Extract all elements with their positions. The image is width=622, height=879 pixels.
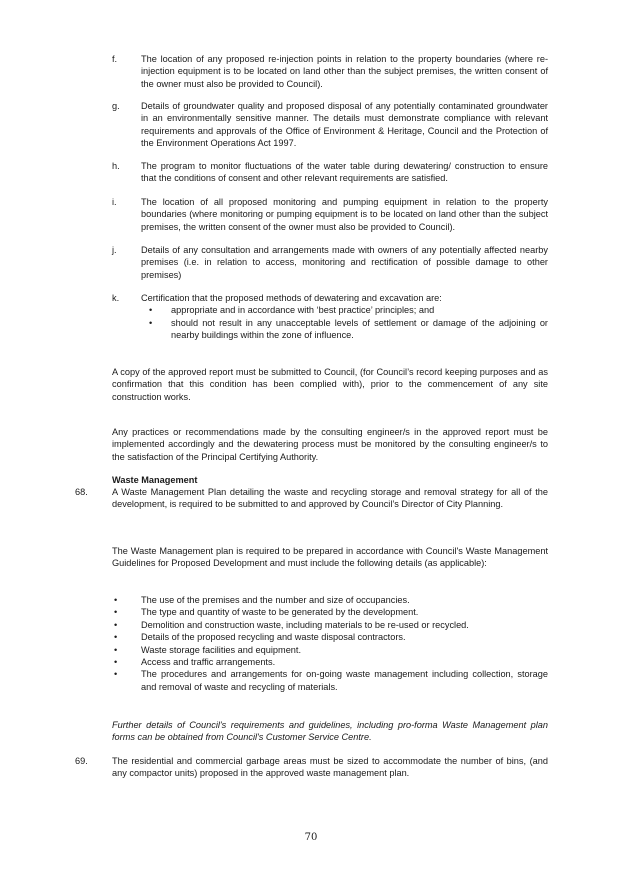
list-item-h [112,160,548,185]
item-label: j. [112,245,117,255]
list-item-j [112,244,548,281]
bullet-icon: • [149,317,153,328]
paragraph-practices: Any practices or recommendations made by the consulting engineer/s in the approved report must be implemented accordingly and the dewatering process must be monitored by the consulting engineer/s to the satisfaction of the Principal Certifying Authority. [112,427,548,462]
item-label: k. [112,293,120,303]
page-number: 70 [304,832,318,843]
sub-bullet: • should not result in any unacceptable levels of settlement or damage of the adjoining or nearby buildings within the zone of influence. [149,317,548,341]
item-text: Certification that the proposed methods of dewatering and excavation are: [141,293,442,303]
item-label: h. [112,161,120,171]
item-text: Details of groundwater quality and proposed disposal of any potentially contaminated groundwater in an environmentally sensitive manner. The details must demonstrate compliance with relevant requirements and approvals of the Office of Environment & Heritage, Council and the Protection of the Environment Operations Act 1997. [141,101,548,149]
bullet-icon: • [114,669,118,680]
list-item: • Access and traffic arrangements. [114,657,276,668]
list-item-i [112,196,548,233]
bullet-icon: • [114,632,118,643]
list-item: • The use of the premises and the number and size of occupancies. [114,595,410,605]
bullet-icon: • [114,607,118,618]
list-item: • Details of the proposed recycling and waste disposal contractors. [114,632,406,643]
list-item: • The procedures and arrangements for on-going waste management including collection, storage and removal of waste and recycling of materials. [114,669,548,692]
bullet-icon: • [149,305,153,316]
bullet-icon: • [114,595,118,605]
item-text: Details of any consultation and arrangements made with owners of any potentially affected nearby premises (i.e. in relation to access, monitoring and rectification of possible damage to other premises) [141,245,548,280]
waste-plan-intro: The Waste Management plan is required to be prepared in accordance with Council's Waste Management Guidelines for Proposed Development and must include the following details (as applicable): [112,546,548,569]
item-text: The location of all proposed monitoring and pumping equipment in relation to the property boundaries (where monitoring or pumping equipment is to be located on land other than the subject premises, the written consent of the owner must also be provided to Council). [141,197,548,232]
item-label: g. [112,101,120,111]
item-text: The program to monitor fluctuations of the water table during dewatering/ construction to ensure that the conditions of consent and other relevant requirements are satisfied. [141,161,548,184]
item-text: The location of any proposed re-injection points in relation to the property boundaries (where re-injection equipment is to be located on land other than the subject premises, the written consent of the owner must also be provided to Council). [141,54,548,89]
list-item: • Demolition and construction waste, including materials to be re-used or recycled. [114,619,469,630]
waste-plan-details-list [112,594,548,693]
list-item-k [112,292,548,342]
condition-68-text: A Waste Management Plan detailing the waste and recycling storage and removal strategy for all of the development, is required to be submitted to and approved by Council’s Director of City Planning. [112,487,548,510]
paragraph-approved-copy: A copy of the approved report must be submitted to Council, (for Council’s record keeping purposes and as confirmation that this condition has been complied with), prior to the commencement of any site construction works. [112,367,548,402]
further-details-note: Further details of Council's requirements and guidelines, including pro-forma Waste Management plan forms can be obtained from Council's Customer Service Centre. [112,720,548,743]
section-heading: Waste Management [112,475,198,485]
condition-number: 68. [75,487,88,497]
condition-number: 69. [75,756,88,766]
bullet-icon: • [114,644,118,655]
list-item-g [112,100,548,150]
list-item-f [112,53,548,90]
bullet-icon: • [114,619,118,630]
sub-bullet: • appropriate and in accordance with ‘best practice’ principles; and [149,305,435,316]
item-label: f. [112,54,118,64]
list-item: • The type and quantity of waste to be generated by the development. [114,607,419,618]
list-item: • Waste storage facilities and equipment. [114,644,302,655]
condition-69-text: The residential and commercial garbage areas must be sized to accommodate the number of bins, (and any compactor units) proposed in the approved waste management plan. [112,756,548,779]
bullet-icon: • [114,657,118,668]
item-label: i. [112,197,117,207]
